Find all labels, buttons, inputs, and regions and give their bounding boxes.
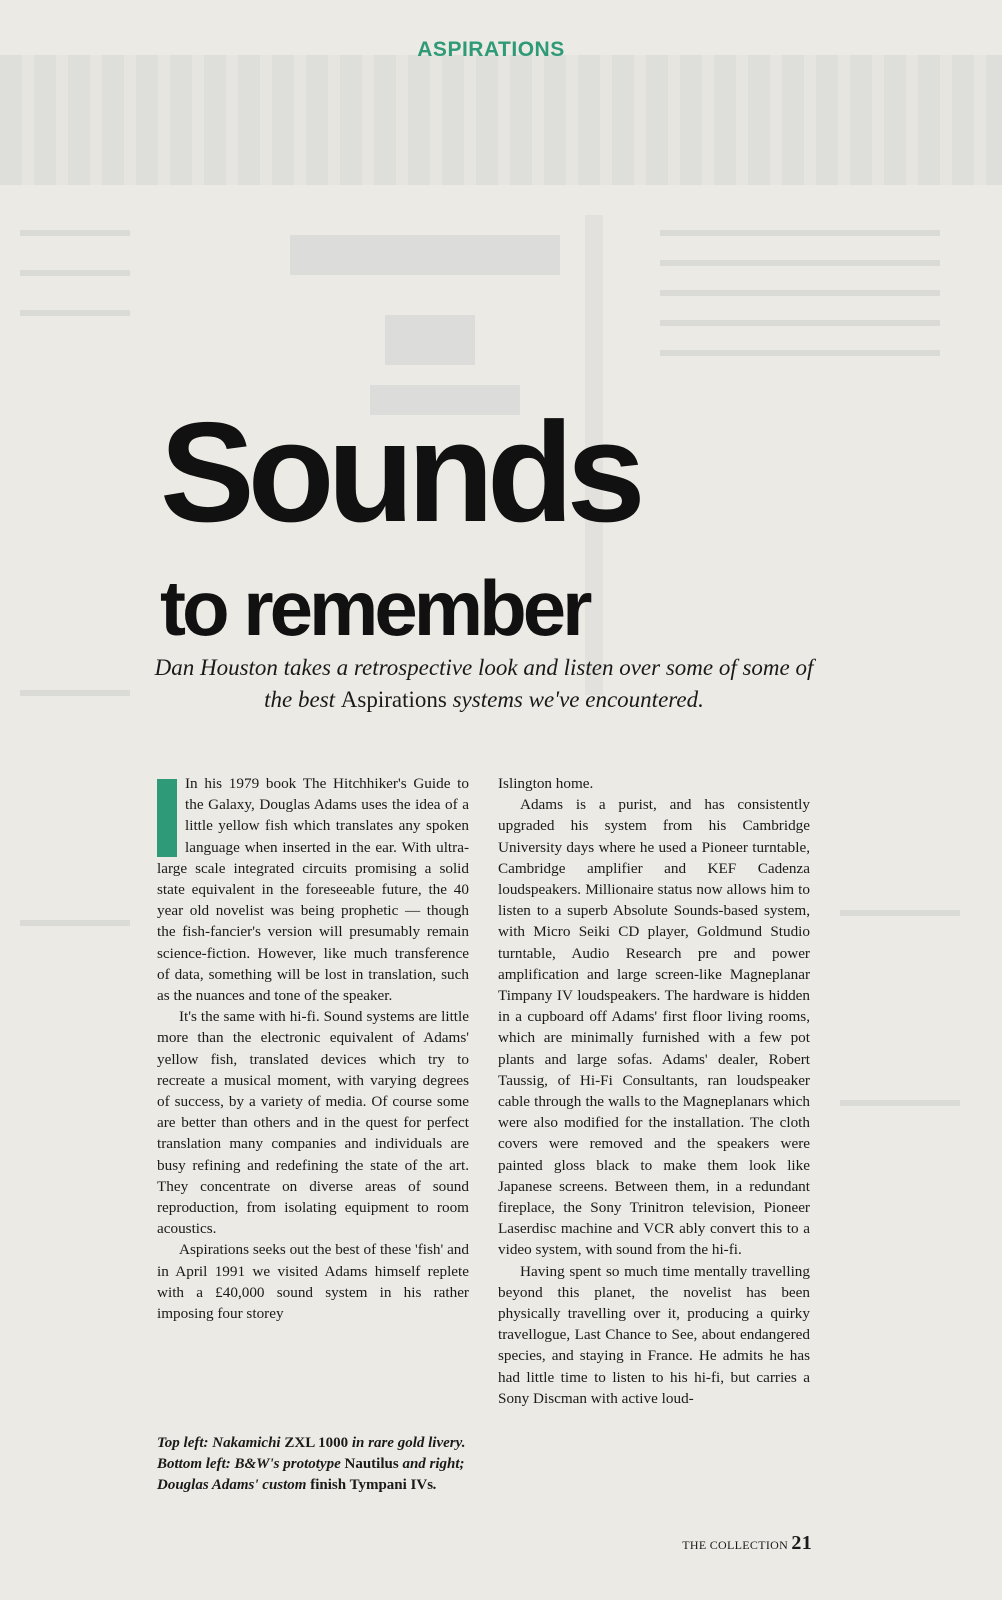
- caption-text: .: [433, 1477, 437, 1493]
- background-ghost-line: [660, 260, 940, 266]
- background-ghost-line: [20, 270, 130, 276]
- drop-cap: [157, 779, 177, 857]
- background-ghost-text: [0, 55, 1002, 185]
- background-ghost-block: [290, 235, 560, 275]
- background-ghost-line: [20, 230, 130, 236]
- article-column-left: [157, 773, 469, 1324]
- standfirst-brand: Aspirations: [340, 687, 447, 712]
- background-ghost-block: [385, 315, 475, 365]
- article-paragraph: In his 1979 book The Hitchhiker's Guide to the Galaxy, Douglas Adams uses the idea of a little yellow fish which translates any spoken language when inserted in the ear. With ultra-large scale integrated circuits promising a solid state equivalent in the foreseeable future, the 40 year old novelist was being prophetic — though the fish-fancier's version will presumably remain science-fiction. However, like much transference of data, something will be lost in translation, such as the nuances and tone of the speaker.: [157, 775, 469, 1005]
- page-number: 21: [791, 1532, 812, 1554]
- photo-caption: [157, 1433, 469, 1496]
- article-paragraph: Adams is a purist, and has consistently upgraded his system from his Cambridge University days where he used a Pioneer turntable, Cambridge amplifier and KEF Cadenza loudspeakers. Millionaire status now allows him to listen to a superb Absolute Sounds-based system, with Micro Seiki CD player, Goldmund Studio turntable, Audio Research pre and power amplification and large screen-like Magneplanar Timpany IV loudspeakers. The hardware is hidden in a cupboard off Adams' first floor living rooms, which are minimally furnished with a few pot plants and large sofas. Adams' dealer, Robert Taussig, of Hi-Fi Consultants, ran loudspeaker cable through the walls to the Magneplanars which were also modified for the installation. The cloth covers were removed and the speakers were painted gloss black to make them look like Japanese screens. Between them, in a redundant fireplace, the Sony Trinitron television, Pioneer Laserdisc machine and VCR ably convert this to a video system, with sound from the hi-fi.: [498, 796, 810, 1259]
- standfirst-text: Dan Houston takes a retrospective look and listen over some of some of the best: [154, 655, 814, 712]
- caption-text: in rare gold livery. Bottom left: B&W's prototype: [157, 1435, 466, 1472]
- article-paragraph: Aspirations seeks out the best of these 'fish' and in April 1991 we visited Adams himself replete with a £40,000 sound system in his rather imposing four storey: [157, 1241, 469, 1323]
- caption-text: Top left: Nakamichi: [157, 1435, 285, 1451]
- footer-magazine: THE COLLECTION: [682, 1538, 789, 1552]
- article-paragraph: Islington home.: [498, 775, 594, 792]
- background-ghost-line: [840, 1100, 960, 1106]
- background-ghost-line: [660, 320, 940, 326]
- page-footer: [680, 1532, 812, 1555]
- article-column-right: [498, 773, 810, 1409]
- caption-text: ZXL 1000: [284, 1435, 349, 1451]
- background-ghost-line: [660, 230, 940, 236]
- article-paragraph: Having spent so much time mentally travelling beyond this planet, the novelist has been physically travelling over it, producing a quirky travellogue, Last Chance to See, about endangered species, and staying in France. He admits he has had little time to listen to his hi-fi, but carries a Sony Discman with active loud-: [498, 1262, 810, 1407]
- article-paragraph: It's the same with hi-fi. Sound systems are little more than the electronic equivalent of Adams' yellow fish, translated devices which try to recreate a musical moment, with varying degrees of success, by a variety of media. Of course some are better than others and in the quest for perfect translation many companies and individuals are busy refining and redefining the state of the art. They concentrate on diverse areas of sound reproduction, from isolating equipment to room acoustics.: [157, 1008, 469, 1238]
- caption-text: Nautilus: [344, 1456, 399, 1472]
- background-ghost-line: [660, 350, 940, 356]
- headline-sub: to remember: [160, 564, 589, 652]
- background-ghost-line: [20, 920, 130, 926]
- background-ghost-line: [20, 310, 130, 316]
- background-ghost-line: [840, 910, 960, 916]
- caption-text: finish Tympani IVs: [310, 1477, 434, 1493]
- headline-main: Sounds: [160, 393, 639, 552]
- standfirst: [150, 652, 818, 716]
- background-ghost-line: [20, 690, 130, 696]
- section-label: ASPIRATIONS: [417, 38, 565, 61]
- standfirst-text: systems we've encountered.: [446, 687, 704, 712]
- caption-text: and right; Douglas Adams' custom: [157, 1456, 465, 1493]
- background-ghost-line: [660, 290, 940, 296]
